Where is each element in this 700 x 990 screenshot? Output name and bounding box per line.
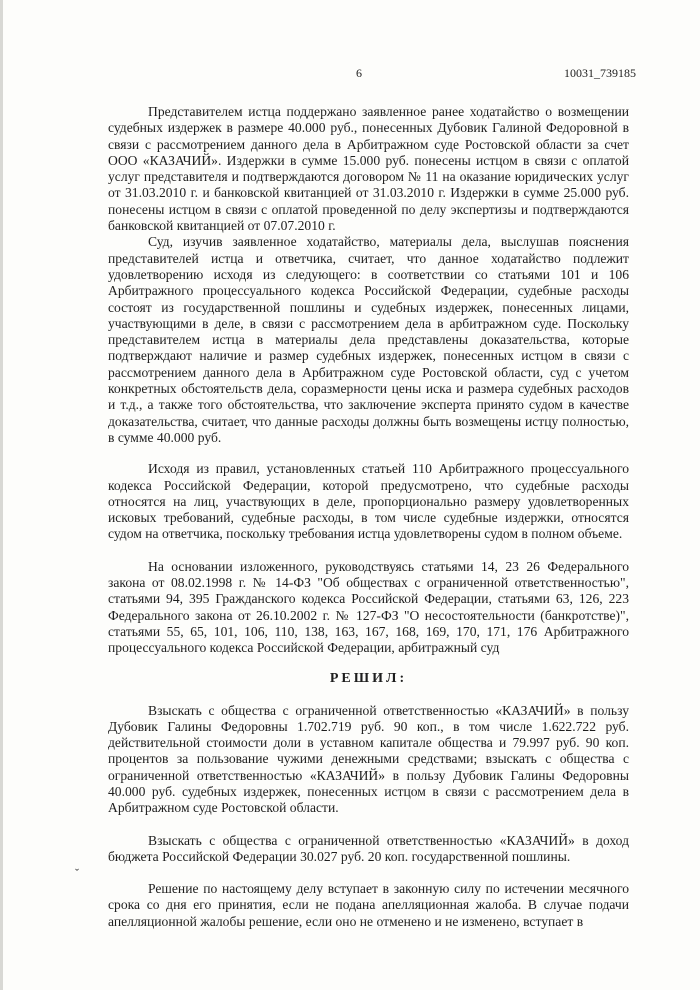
paragraph-recovery: Взыскать с общества с ограниченной ответственностью «КАЗАЧИЙ» в пользу Дубовик Галины Федоровны 1.702.719 руб. 90 коп., в том числе 1.622.722 руб. действительной стоимости доли в уставном капитале общества и 79.997 руб. 90 коп. процентов за пользование чужими денежными средствами; взыскать с общества с ограниченной ответственностью «КАЗАЧИЙ» в пользу Дубовик Галины Федоровны 40.000 руб. судебных издержек, понесенных истцом в связи с рассмотрением дела в Арбитражном суде Ростовской области.: [108, 702, 629, 816]
scan-edge: [0, 0, 3, 990]
paragraph-effective-date: Решение по настоящему делу вступает в законную силу по истечении месячного срока со дня его принятия, если не подана апелляционная жалоба. В случае подачи апелляционной жалобы решение, если оно не отменено и не изменено, вступает в: [108, 881, 629, 929]
paragraph-expense-rules: Исходя из правил, установленных статьей 110 Арбитражного процессуального кодекса Российской Федерации, которой предусмотрено, что судебные расходы относятся на лиц, участвующих в деле, пропорционально размеру удовлетворенных исковых требований, судебные расходы, в том числе судебные издержки, относятся судом на ответчика, поскольку требования истца удовлетворены судом в полном объеме.: [108, 461, 629, 542]
document-body: [108, 104, 629, 930]
paragraph-legal-basis: На основании изложенного, руководствуясь статьями 14, 23 26 Федерального закона от 08.02.1998 г. № 14-ФЗ "Об обществах с ограниченной ответственностью", статьями 94, 395 Гражданского кодекса Российской Федерации, статьями 63, 126, 223 Федерального закона от 26.10.2002 г. № 127-ФЗ "О несостоятельности (банкротстве)", статьями 55, 65, 101, 106, 110, 138, 163, 167, 168, 169, 170, 171, 176 Арбитражного процессуального кодекса Российской Федерации, арбитражный суд: [108, 558, 629, 656]
paragraph-court-review: Суд, изучив заявленное ходатайство, материалы дела, выслушав пояснения представителей истца и ответчика, считает, что данное ходатайство подлежит удовлетворению исходя из следующего: в соответствии со статьями 101 и 106 Арбитражного процессуального кодекса Российской Федерации, судебные расходы состоят из государственной пошлины и судебных издержек, понесенных лицами, участвующими в деле, в связи с рассмотрением дела в арбитражном суде. Поскольку представителем истца в материалы дела представлены доказательства, которые подтверждают наличие и размер судебных издержек, понесенных истцом в связи с рассмотрением данного дела в Арбитражном суде Ростовской области, суд с учетом конкретных обстоятельств дела, соразмерности цены иска и размера судебных расходов и т.д., а также того обстоятельства, что заключение эксперта принято судом в качестве доказательства, считает, что данные расходы должны быть возмещены истцу полностью, в сумме 40.000 руб.: [108, 234, 629, 445]
document-id: 10031_739185: [564, 66, 636, 80]
paragraph-petition: Представителем истца поддержано заявленное ранее ходатайство о возмещении судебных издержек в размере 40.000 руб., понесенных Дубовик Галиной Федоровной в связи с рассмотрением данного дела в Арбитражном суде Ростовской области за счет ООО «КАЗАЧИЙ». Издержки в сумме 15.000 руб. понесены истцом в связи с оплатой услуг представителя и подтверждаются договором № 11 на оказание юридических услуг от 31.03.2010 г. и банковской квитанцией от 31.03.2010 г. Издержки в сумме 25.000 руб. понесены истцом в связи с оплатой проведенной по делу экспертизы и подтверждаются банковской квитанцией от 07.07.2010 г.: [108, 104, 629, 234]
paragraph-state-duty: Взыскать с общества с ограниченной ответственностью «КАЗАЧИЙ» в доход бюджета Российской Федерации 30.027 руб. 20 коп. государственной пошлины.: [108, 832, 629, 864]
decision-heading: РЕШИЛ:: [329, 670, 408, 686]
scan-mark: ˇ: [75, 866, 79, 880]
page-number: 6: [356, 66, 362, 80]
